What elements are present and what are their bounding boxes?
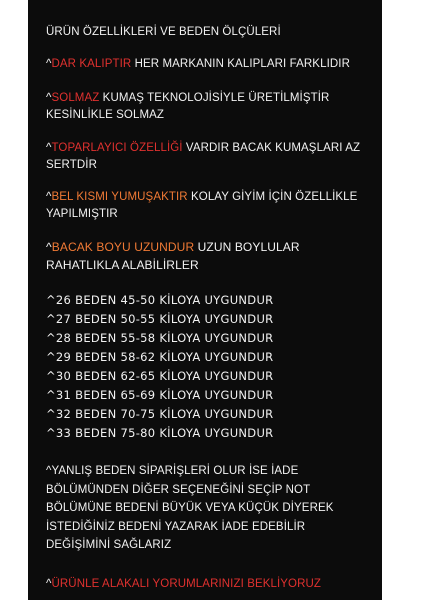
feature-highlight: DAR KALIPTIR [51, 58, 132, 70]
caret: ^ [46, 191, 52, 203]
closing-line [46, 576, 321, 593]
size-row-29: ^29 BEDEN 58-62 KİLOYA UYGUNDUR [46, 350, 274, 364]
size-chart [46, 291, 273, 443]
closing-text: ÜRÜNLE ALAKALI YORUMLARINIZI BEKLİYORUZ [51, 578, 322, 590]
product-info-panel [28, 0, 382, 600]
size-row-33: ^33 BEDEN 75-80 KİLOYA UYGUNDUR [46, 426, 274, 440]
feature-text: VARDIR BACAK KUMAŞLARI AZ SERTDİR [46, 142, 361, 171]
caret: ^ [46, 240, 52, 254]
size-row-30: ^30 BEDEN 62-65 KİLOYA UYGUNDUR [46, 369, 274, 383]
caret: ^ [46, 92, 52, 104]
size-row-32: ^32 BEDEN 70-75 KİLOYA UYGUNDUR [46, 407, 274, 421]
feature-highlight: BACAK BOYU UZUNDUR [51, 240, 195, 254]
feature-highlight: BEL KISMI YUMUŞAKTIR [51, 191, 188, 203]
feature-waist [46, 189, 357, 223]
caret: ^ [46, 142, 52, 154]
return-note: ^YANLIŞ BEDEN SİPARİŞLERİ OLUR İSE İADE BÖLÜMÜNDEN DİĞER SEÇENEĞİNİ SEÇİP NOT BÖLÜMÜNE BEDENİ BÜYÜK VEYA KÜÇÜK DİYEREK İSTEDİĞİNİZ BEDENİ YAZARAK İADE EDEBİLİR DEĞİŞİMİNİ SAĞLARIZ [46, 465, 334, 551]
size-row-26: ^26 BEDEN 45-50 KİLOYA UYGUNDUR [46, 293, 274, 307]
feature-text: UZUN BOYLULAR RAHATLIKLA ALABİLİRLER [46, 240, 300, 272]
feature-leg-length [46, 238, 300, 274]
feature-text: KOLAY GİYİM İÇİN ÖZELLİKLE YAPILMIŞTIR [46, 191, 358, 220]
feature-shaping [46, 140, 360, 174]
feature-colorfast [46, 90, 329, 124]
size-row-28: ^28 BEDEN 55-58 KİLOYA UYGUNDUR [46, 331, 274, 345]
section-header: ÜRÜN ÖZELLİKLERİ VE BEDEN ÖLÇÜLERİ [46, 26, 281, 38]
size-row-31: ^31 BEDEN 65-69 KİLOYA UYGUNDUR [46, 388, 274, 402]
feature-highlight: SOLMAZ [51, 92, 100, 104]
caret: ^ [46, 58, 52, 70]
caret: ^ [46, 578, 52, 590]
feature-highlight: TOPARLAYICI ÖZELLİĞİ [51, 142, 183, 154]
feature-fit [46, 56, 350, 73]
feature-text: KUMAŞ TEKNOLOJİSİYLE ÜRETİLMİŞTİR KESİNLİKLE SOLMAZ [46, 92, 330, 121]
size-row-27: ^27 BEDEN 50-55 KİLOYA UYGUNDUR [46, 312, 274, 326]
feature-text: HER MARKANIN KALIPLARI FARKLIDIR [131, 58, 350, 70]
